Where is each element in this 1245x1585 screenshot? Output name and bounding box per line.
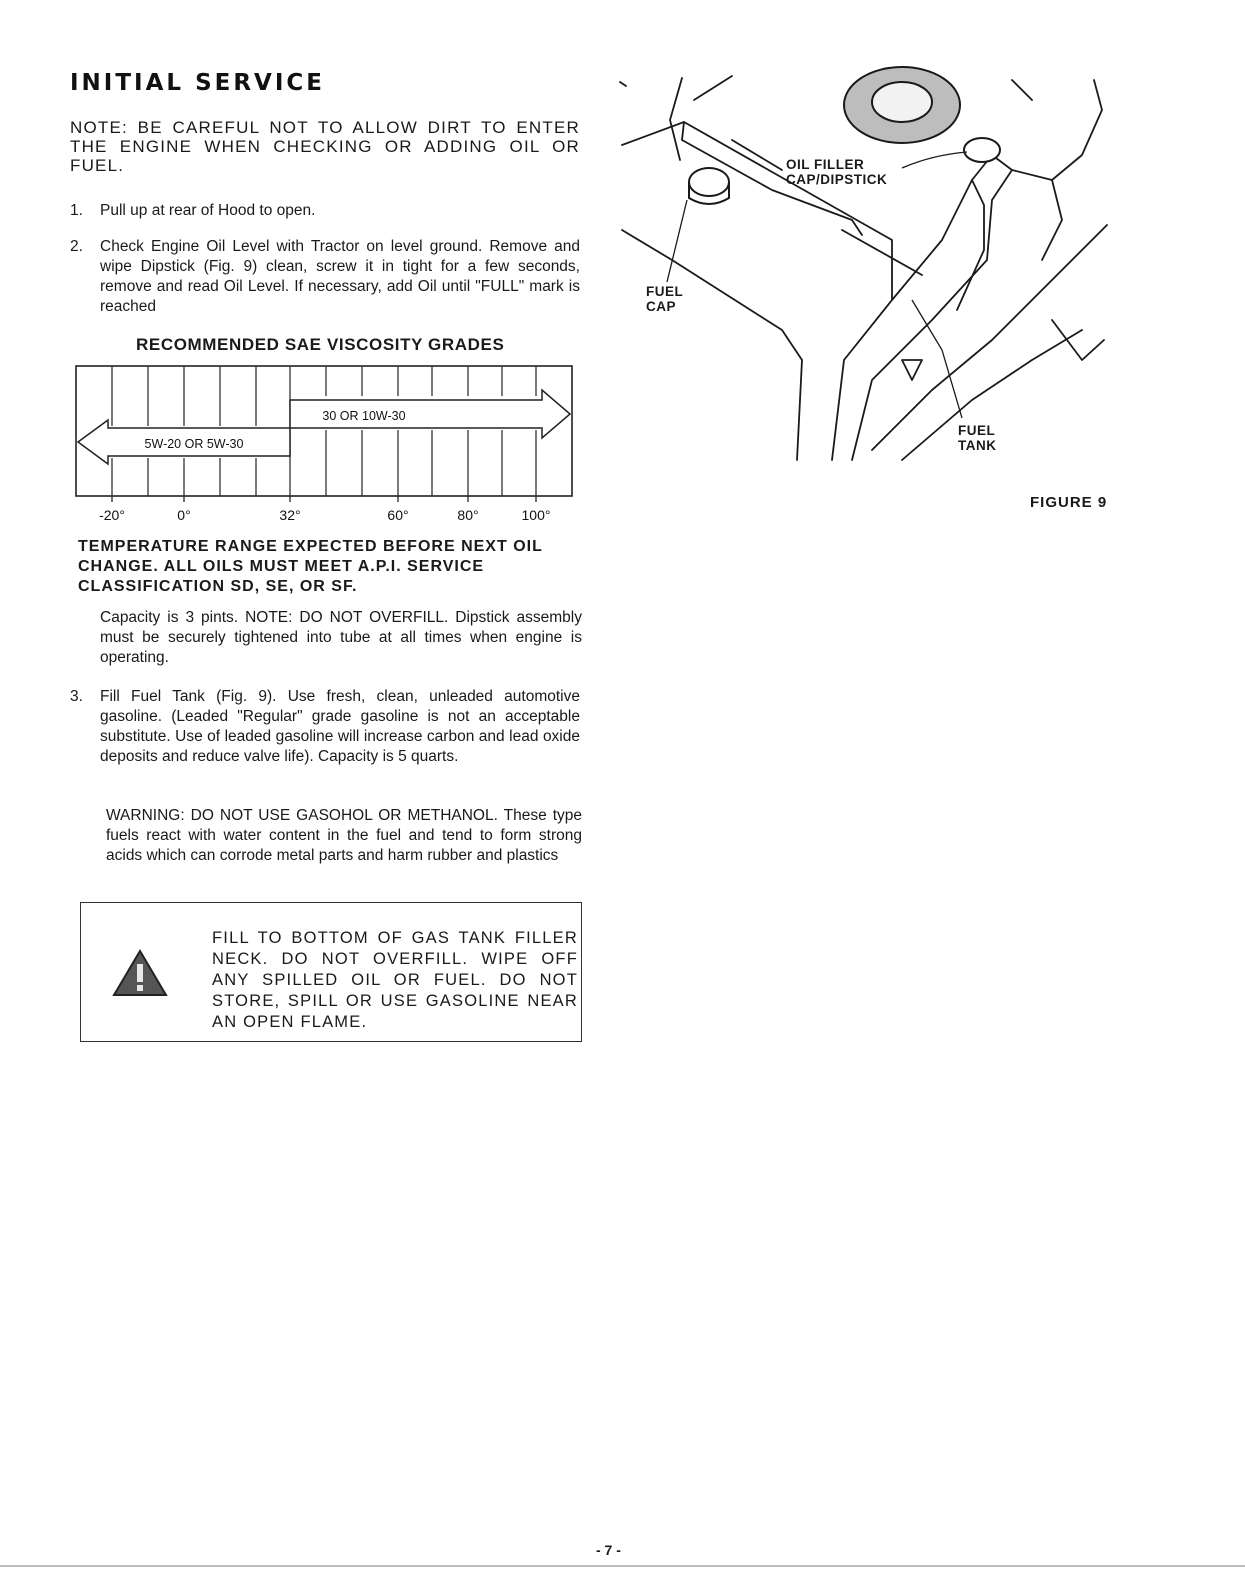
dirt-note: NOTE: BE CAREFUL NOT TO ALLOW DIRT TO ENTER THE ENGINE WHEN CHECKING OR ADDING OIL OR FUEL. [70, 118, 580, 175]
page-number: - 7 - [596, 1542, 621, 1558]
air-cleaner-cap [872, 82, 932, 122]
step-2 [70, 237, 580, 317]
tick-label: 100° [521, 507, 551, 523]
tick-label: 80° [457, 507, 479, 523]
fuel-tank-leader-line [912, 300, 962, 418]
step-text: Fill Fuel Tank (Fig. 9). Use fresh, clean, unleaded automotive gasoline. (Leaded "Regular" grade gasoline is not an acceptable substitute. Use of leaded gasoline will increase carbon and lead oxide deposits and reduce valve life). Capacity is 5 quarts. [100, 688, 580, 765]
tick-label: 0° [177, 507, 191, 523]
fuel-cap-line-1: FUEL [646, 284, 684, 299]
temperature-note: TEMPERATURE RANGE EXPECTED BEFORE NEXT OIL CHANGE. ALL OILS MUST MEET A.P.I. SERVICE CLASSIFICATION SD, SE, OR SF. [78, 538, 543, 595]
oil-filler-line-2: CAP/DIPSTICK [786, 172, 888, 187]
tick-label: 60° [387, 507, 409, 523]
step-text: Pull up at rear of Hood to open. [100, 202, 316, 219]
fuel-cap-line-2: CAP [646, 299, 677, 314]
fuel-tank-line-2: TANK [958, 438, 997, 453]
oil-leader-line [902, 152, 967, 168]
viscosity-chart [72, 362, 576, 528]
step-number: 3. [70, 688, 83, 705]
fuel-cap [689, 168, 729, 196]
step-number: 1. [70, 202, 83, 219]
figure-9-illustration [612, 60, 1112, 480]
figure-caption: FIGURE 9 [1030, 494, 1108, 511]
oil-filler-cap [964, 138, 1000, 162]
oil-filler-line-1: OIL FILLER [786, 157, 865, 172]
hood-front [672, 260, 802, 460]
bottom-rule [0, 1565, 1245, 1567]
viscosity-title: RECOMMENDED SAE VISCOSITY GRADES [136, 335, 505, 354]
tick-label: 32° [279, 507, 301, 523]
caution-text: FILL TO BOTTOM OF GAS TANK FILLER NECK. DO NOT OVERFILL. WIPE OFF ANY SPILLED OIL OR FUEL. DO NOT STORE, SPILL OR USE GASOLINE NEAR AN OPEN FLAME. [212, 929, 578, 1031]
tick-label: -20° [99, 507, 125, 523]
low-grade-label: 5W-20 OR 5W-30 [144, 437, 244, 451]
step-3 [70, 687, 580, 767]
hood-edge [670, 78, 682, 160]
oil-filler-leader [732, 140, 782, 170]
step-1 [70, 201, 580, 221]
frame-rail [852, 155, 1012, 460]
warning-triangle-icon [112, 948, 168, 998]
hood-top-edge [694, 76, 732, 100]
ink-mark [620, 82, 626, 86]
fuel-tank-label [958, 423, 997, 453]
oil-filler-label [786, 157, 887, 187]
page-title: INITIAL SERVICE [70, 70, 326, 96]
gasohol-warning: WARNING: DO NOT USE GASOHOL OR METHANOL. These type fuels react with water content in the fuel and tend to form strong acids which can corrode metal parts and harm rubber and plastics [106, 807, 582, 864]
step-number: 2. [70, 238, 83, 255]
fuel-cap-leader-line [667, 200, 687, 282]
step-text: Check Engine Oil Level with Tractor on level ground. Remove and wipe Dipstick (Fig. 9) clean, screw it in tight for a few seconds, remove and read Oil Level. If necessary, add Oil until "FULL" mark is reached [100, 238, 580, 315]
fuel-cap-label [646, 284, 683, 314]
high-grade-label: 30 OR 10W-30 [322, 409, 406, 423]
capacity-note: Capacity is 3 pints. NOTE: DO NOT OVERFILL. Dipstick assembly must be securely tightened into tube at all times when engine is operating. [100, 609, 582, 666]
fuel-tank-line-1: FUEL [958, 423, 996, 438]
tick-marks [112, 496, 536, 502]
